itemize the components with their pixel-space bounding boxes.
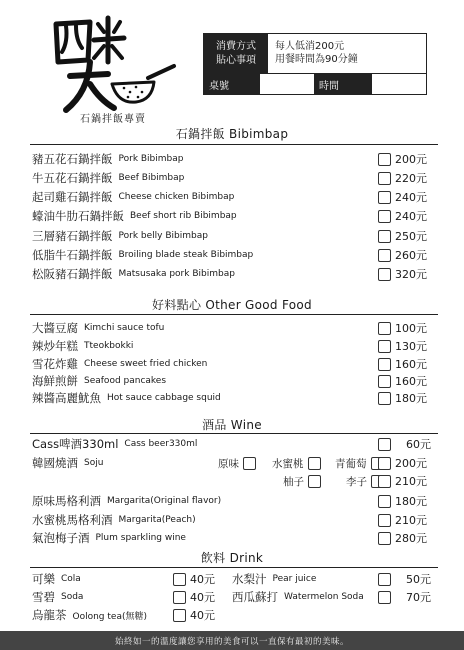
menu-item-price: 60元: [378, 436, 431, 452]
option-checkbox[interactable]: [243, 457, 256, 470]
menu-item-price: 260元: [378, 247, 427, 263]
restaurant-logo: [48, 12, 178, 124]
divider: [30, 144, 438, 145]
order-checkbox[interactable]: [378, 438, 391, 451]
order-checkbox[interactable]: [378, 495, 391, 508]
menu-item-price: 50元: [378, 571, 431, 587]
option-checkbox[interactable]: [308, 475, 321, 488]
menu-item-price: 40元: [173, 571, 215, 587]
menu-item: 雪花炸雞 Cheese sweet fried chicken: [32, 357, 208, 371]
table-number-label: 桌號: [204, 74, 260, 94]
soju-option: 李子: [346, 473, 384, 489]
menu-item: 辣炒年糕 Tteokbokki: [32, 339, 134, 353]
order-checkbox[interactable]: [378, 249, 391, 262]
section-title-food: 好料點心 Other Good Food: [152, 298, 312, 312]
order-checkbox[interactable]: [173, 573, 186, 586]
menu-item: 起司雞石鍋拌飯 Cheese chicken Bibimbap: [32, 190, 235, 204]
menu-item-price: 180元: [378, 390, 427, 406]
order-checkbox[interactable]: [378, 340, 391, 353]
menu-item-price: 160元: [378, 356, 427, 372]
menu-item-price: 220元: [378, 170, 427, 186]
order-checkbox[interactable]: [378, 268, 391, 281]
soju-option: 青葡萄: [335, 455, 384, 471]
menu-item-price: 320元: [378, 266, 427, 282]
menu-item-price: 160元: [378, 373, 427, 389]
order-info-box: [203, 33, 427, 95]
menu-item-price: 130元: [378, 338, 427, 354]
menu-item: 低脂牛石鍋拌飯 Broiling blade steak Bibimbap: [32, 248, 254, 262]
logo-tagline: 石鍋拌飯專賣: [80, 114, 146, 125]
order-checkbox[interactable]: [378, 514, 391, 527]
menu-item-price: 210元: [378, 512, 427, 528]
menu-item: 豬五花石鍋拌飯 Pork Bibimbap: [32, 152, 184, 166]
time-field[interactable]: [372, 74, 426, 94]
order-checkbox[interactable]: [378, 322, 391, 335]
soju-option: 水蜜桃: [272, 455, 321, 471]
menu-item: 韓國燒酒 Soju: [32, 456, 104, 470]
time-label: 時間: [314, 74, 372, 94]
divider: [30, 567, 438, 568]
order-checkbox[interactable]: [378, 532, 391, 545]
menu-item-price: 240元: [378, 189, 427, 205]
menu-item: Cass啤酒330ml Cass beer330ml: [32, 437, 198, 451]
order-checkbox[interactable]: [378, 230, 391, 243]
section-title-bibimbap: 石鍋拌飯 Bibimbap: [175, 127, 289, 141]
section-title-wine: 酒品 Wine: [202, 418, 262, 432]
menu-item-price: 100元: [378, 320, 427, 336]
menu-item: 三層豬石鍋拌飯 Pork belly Bibimbap: [32, 229, 208, 243]
order-checkbox[interactable]: [378, 591, 391, 604]
soju-option: 原味: [218, 455, 256, 471]
option-checkbox[interactable]: [308, 457, 321, 470]
menu-item-price: 250元: [378, 228, 427, 244]
menu-item-price: 200元: [378, 455, 427, 471]
menu-item-price: 280元: [378, 530, 427, 546]
consumption-notes: 每人低消200元 用餐時間為90分鐘: [275, 41, 358, 65]
menu-item-price: 200元: [378, 151, 427, 167]
menu-item-price: 40元: [173, 589, 215, 605]
menu-item-price: 40元: [173, 607, 215, 623]
divider: [30, 433, 438, 434]
menu-item-price: 70元: [378, 589, 431, 605]
divider: [30, 314, 438, 315]
menu-item-price: 210元: [378, 473, 427, 489]
order-checkbox[interactable]: [173, 609, 186, 622]
menu-item: 雪碧 Soda: [32, 590, 84, 604]
consumption-label: 消費方式 貼心事項: [204, 34, 268, 73]
menu-item: 辣醬高麗魷魚 Hot sauce cabbage squid: [32, 391, 221, 405]
order-checkbox[interactable]: [378, 153, 391, 166]
menu-item: 大醬豆腐 Kimchi sauce tofu: [32, 321, 165, 335]
menu-item: 牛五花石鍋拌飯 Beef Bibimbap: [32, 171, 185, 185]
menu-item: 原味馬格利酒 Margarita(Original flavor): [32, 494, 222, 508]
order-checkbox[interactable]: [378, 210, 391, 223]
menu-item: 西瓜蘇打 Watermelon Soda: [232, 590, 364, 604]
menu-item: 松阪豬石鍋拌飯 Matsusaka pork Bibimbap: [32, 267, 235, 281]
menu-item: 水梨汁 Pear juice: [232, 572, 317, 586]
order-checkbox[interactable]: [378, 172, 391, 185]
order-checkbox[interactable]: [378, 375, 391, 388]
order-checkbox[interactable]: [378, 358, 391, 371]
menu-item: 水蜜桃馬格利酒 Margarita(Peach): [32, 513, 196, 527]
order-checkbox[interactable]: [173, 591, 186, 604]
menu-item: 氣泡梅子酒 Plum sparkling wine: [32, 531, 186, 545]
menu-item: 蠔油牛肋石鍋拌飯 Beef short rib Bibimbap: [32, 209, 237, 223]
order-checkbox[interactable]: [378, 191, 391, 204]
order-checkbox[interactable]: [378, 573, 391, 586]
order-checkbox[interactable]: [378, 475, 391, 488]
table-number-field[interactable]: [260, 74, 314, 94]
soju-option: 柚子: [283, 473, 321, 489]
section-title-drink: 飲料 Drink: [200, 551, 264, 565]
menu-item: 海鮮煎餅 Seafood pancakes: [32, 374, 167, 388]
footer-slogan: 始終如一的溫度讓您享用的美食可以一直保有最初的美味。: [0, 631, 464, 650]
menu-item: 可樂 Cola: [32, 572, 81, 586]
menu-item: 烏龍茶 Oolong tea(無糖): [32, 608, 147, 622]
menu-item-price: 240元: [378, 208, 427, 224]
order-checkbox[interactable]: [378, 457, 391, 470]
menu-item-price: 180元: [378, 493, 427, 509]
order-checkbox[interactable]: [378, 392, 391, 405]
